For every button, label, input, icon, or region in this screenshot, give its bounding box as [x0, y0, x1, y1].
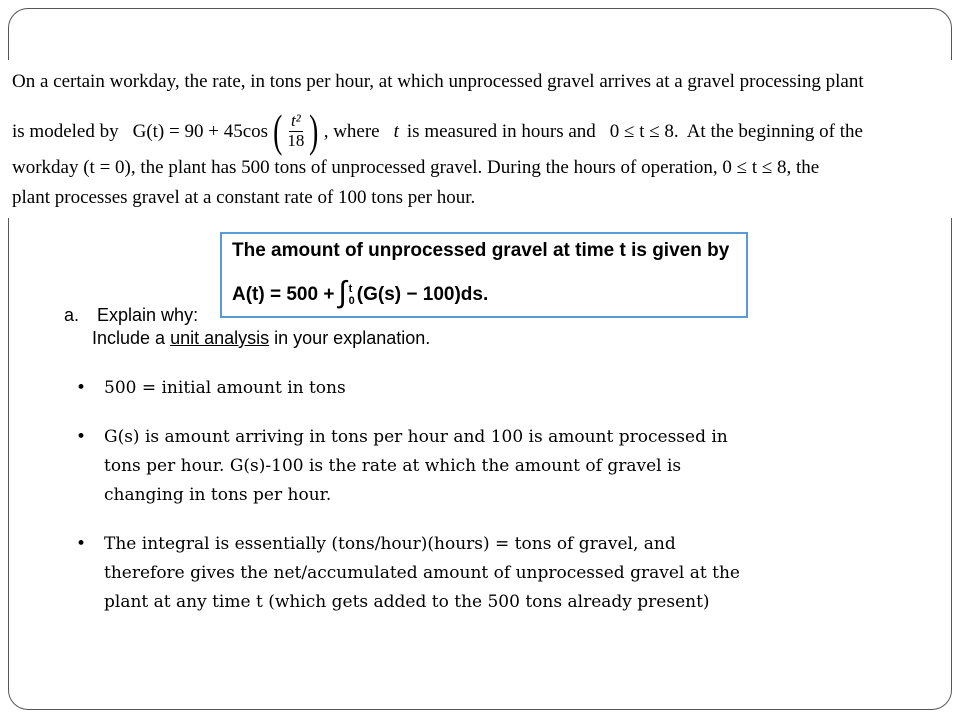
answer-item	[76, 423, 756, 510]
unit-analysis-underlined: unit analysis	[170, 328, 270, 348]
answer-bullets	[76, 374, 756, 637]
answer-text: G(s) is amount arriving in tons per hour and 100 is amount processed in tons per hour. G(s)-100 is the rate at which the amount of gravel is changing in tons per hour.	[104, 427, 728, 505]
variable-t: t	[393, 120, 399, 142]
answer-item	[76, 374, 756, 403]
question-marker: a.	[64, 305, 80, 325]
question-prompt: Explain why:	[97, 305, 199, 325]
integral-lower-limit: 0	[348, 295, 355, 307]
problem-line-1: On a certain workday, the rate, in tons per hour, at which unprocessed gravel arrives at a gravel processing plant	[12, 71, 864, 92]
bullet-dot: •	[76, 534, 87, 554]
problem-line-2-start: is modeled by	[12, 120, 119, 142]
problem-line-4: plant processes gravel at a constant rate of 100 tons per hour.	[12, 187, 476, 208]
problem-line-2-end: At the beginning of the	[686, 120, 863, 142]
problem-statement	[0, 60, 958, 218]
rate-function: G(t) = 90 + 45cos	[132, 120, 269, 142]
question-a	[64, 305, 430, 349]
answer-text: The integral is essentially (tons/hour)(hours) = tons of gravel, and therefore gives the net/accumulated amount of unprocessed gravel at the plant at any time t (which gets added to the 500 tons already present)	[104, 534, 740, 612]
fraction-denominator: 18	[287, 130, 305, 150]
answer-item	[76, 530, 756, 617]
question-line-2-end: in your explanation.	[274, 328, 431, 348]
integral-symbol: ∫	[338, 276, 347, 309]
domain-range: 0 ≤ t ≤ 8.	[609, 120, 679, 142]
formula-left: A(t) = 500 +	[232, 284, 335, 305]
problem-line-2-measured: is measured in hours and	[406, 120, 596, 142]
question-line-2-start: Include a	[92, 328, 166, 348]
bullet-dot: •	[76, 378, 87, 398]
answer-text: 500 = initial amount in tons	[104, 378, 346, 398]
problem-line-2	[12, 104, 863, 156]
question-a-line-2	[92, 328, 430, 349]
integral-limits	[349, 283, 355, 307]
problem-line-2-where: , where	[323, 120, 380, 142]
question-a-line-1	[64, 305, 430, 326]
formula-box-heading: The amount of unprocessed gravel at time t is given by	[232, 240, 730, 261]
formula-right: (G(s) − 100)ds.	[356, 284, 489, 305]
fraction-numerator: t²	[290, 111, 301, 130]
problem-line-3: workday (t = 0), the plant has 500 tons of unprocessed gravel. During the hours of operation, 0 ≤ t ≤ 8, the	[12, 157, 820, 178]
integral-upper-limit: t	[348, 282, 353, 295]
bullet-dot: •	[76, 427, 87, 447]
cos-argument: ( $\frac{\text{t²}}{18}$ )	[273, 104, 319, 156]
